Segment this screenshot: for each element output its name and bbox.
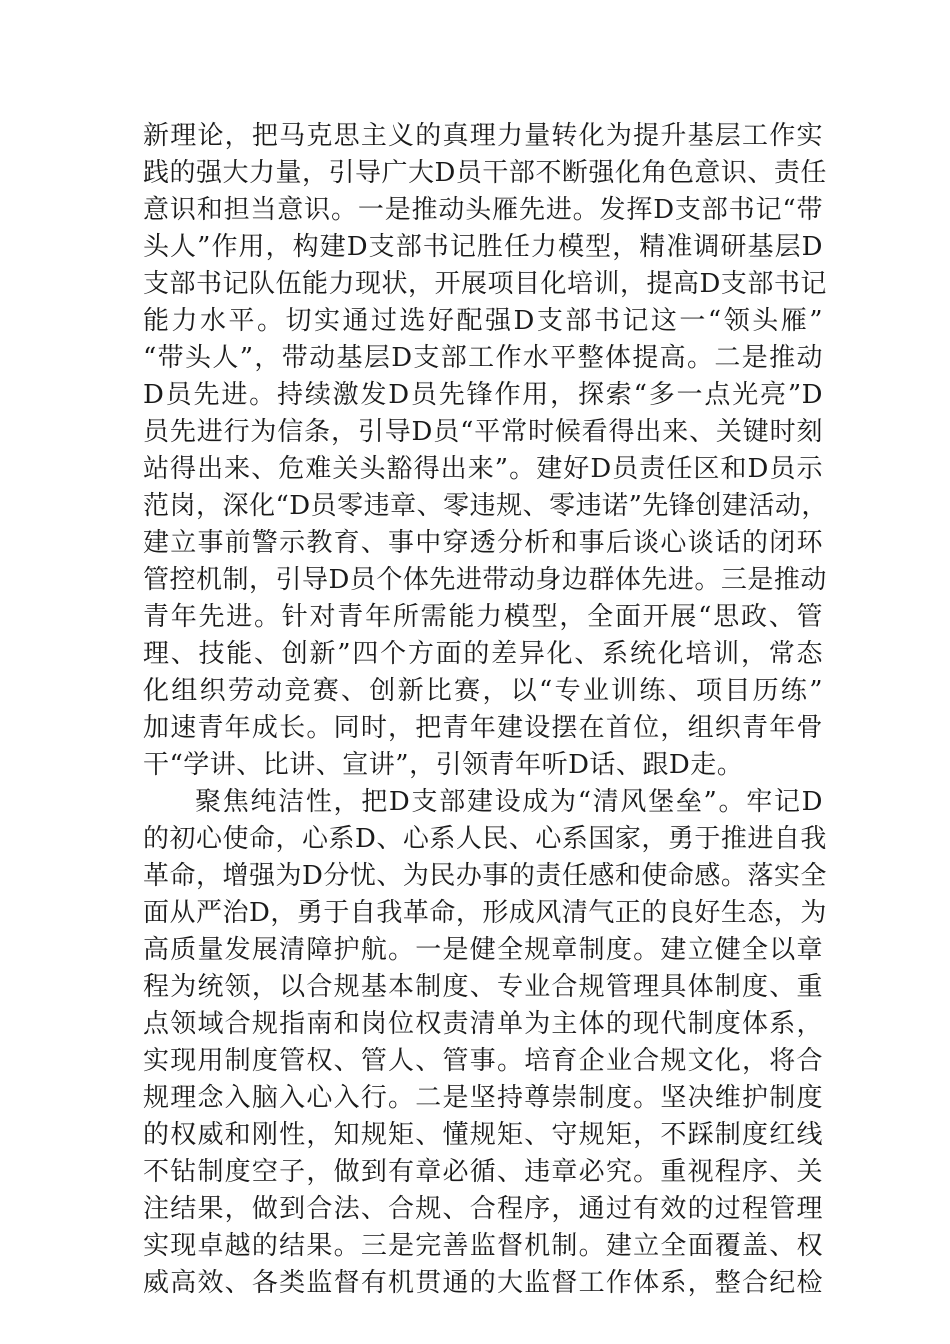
text-line: 管控机制，引导D员个体先进带动身边群体先进。三是推动 xyxy=(143,565,827,595)
text-line: 面从严治D，勇于自我革命，形成风清气正的良好生态，为 xyxy=(143,898,827,928)
text-line: 点领域合规指南和岗位权责清单为主体的现代制度体系， xyxy=(143,1009,823,1039)
text-line: 不钻制度空子，做到有章必循、违章必究。重视程序、关 xyxy=(143,1157,823,1187)
text-line: 化组织劳动竞赛、创新比赛，以“专业训练、项目历练” xyxy=(143,676,823,706)
text-line: 干“学讲、比讲、宣讲”，引领青年听D话、跟D走。 xyxy=(143,750,744,780)
text-line: 加速青年成长。同时，把青年建设摆在首位，组织青年骨 xyxy=(143,713,823,743)
text-line: 高质量发展清障护航。一是健全规章制度。建立健全以章 xyxy=(143,935,823,965)
text-line: 青年先进。针对青年所需能力模型，全面开展“思政、管 xyxy=(143,602,823,632)
text-line: 规理念入脑入心入行。二是坚持尊崇制度。坚决维护制度 xyxy=(143,1083,823,1113)
text-line: 的权威和刚性，知规矩、懂规矩、守规矩，不踩制度红线 xyxy=(143,1120,823,1150)
text-line: 理、技能、创新”四个方面的差异化、系统化培训，常态 xyxy=(143,639,823,669)
text-line: 站得出来、危难关头豁得出来”。建好D员责任区和D员示 xyxy=(143,454,823,484)
text-line: 范岗，深化“D员零违章、零违规、零违诺”先锋创建活动， xyxy=(143,491,828,521)
text-line: 的初心使命，心系D、心系人民、心系国家，勇于推进自我 xyxy=(143,824,827,854)
text-line: “带头人”，带动基层D支部工作水平整体提高。二是推动 xyxy=(143,343,823,373)
text-line: 程为统领，以合规基本制度、专业合规管理具体制度、重 xyxy=(143,972,823,1002)
text-line: 实现用制度管权、管人、管事。培育企业合规文化，将合 xyxy=(143,1046,823,1076)
text-line: 支部书记队伍能力现状，开展项目化培训，提高D支部书记 xyxy=(143,269,827,299)
text-line: 注结果，做到合法、合规、合程序，通过有效的过程管理 xyxy=(143,1194,823,1224)
text-line: 能力水平。切实通过选好配强D支部书记这一“领头雁” xyxy=(143,306,823,336)
text-line: 威高效、各类监督有机贯通的大监督工作体系，整合纪检 xyxy=(143,1268,823,1298)
text-line: 实现卓越的结果。三是完善监督机制。建立全面覆盖、权 xyxy=(143,1231,823,1261)
text-line: 意识和担当意识。一是推动头雁先进。发挥D支部书记“带 xyxy=(143,195,823,225)
text-line: 头人”作用，构建D支部书记胜任力模型，精准调研基层D xyxy=(143,232,823,262)
text-line: 员先进行为信条，引导D员“平常时候看得出来、关键时刻 xyxy=(143,417,823,447)
text-line: 新理论，把马克思主义的真理力量转化为提升基层工作实 xyxy=(143,121,823,151)
text-line: 革命，增强为D分忧、为民办事的责任感和使命感。落实全 xyxy=(143,861,827,891)
text-line: 聚焦纯洁性，把D支部建设成为“清风堡垒”。牢记D xyxy=(195,787,823,817)
text-line: 建立事前警示教育、事中穿透分析和事后谈心谈话的闭环 xyxy=(143,528,823,558)
text-line: D员先进。持续激发D员先锋作用，探索“多一点光亮”D xyxy=(143,380,823,410)
text-line: 践的强大力量，引导广大D员干部不断强化角色意识、责任 xyxy=(143,158,827,188)
